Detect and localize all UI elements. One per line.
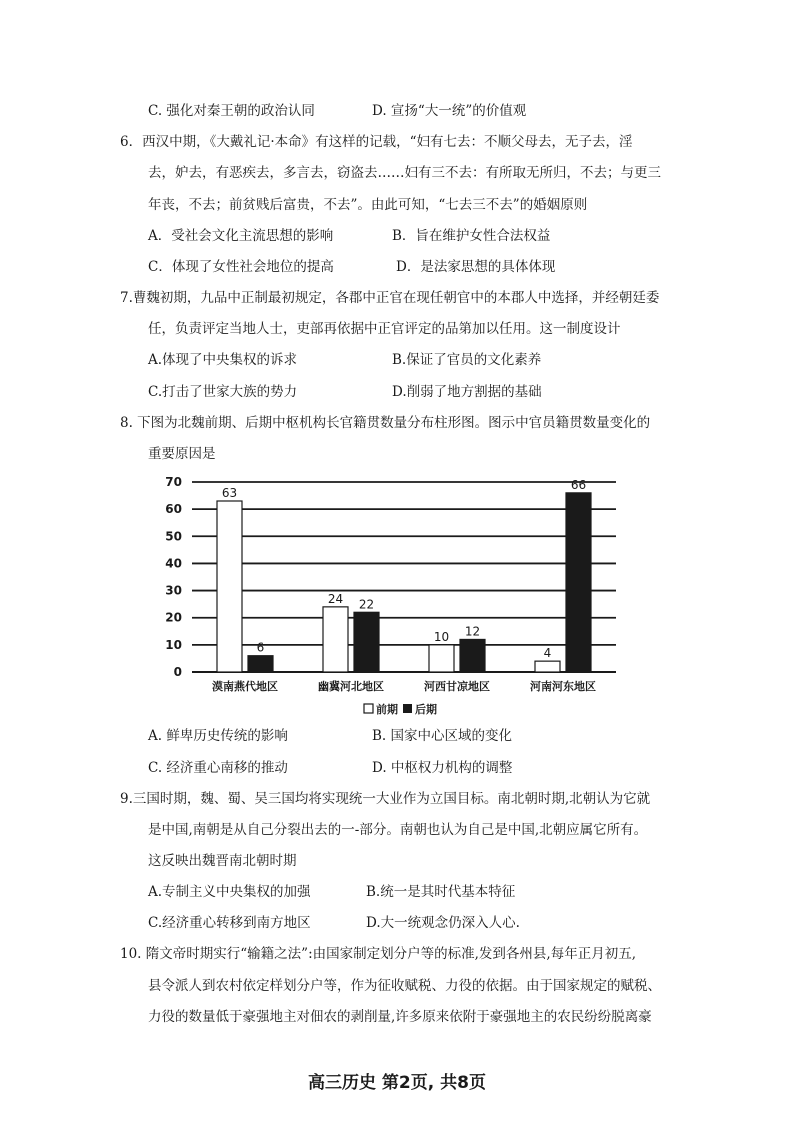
y-tick-label: 60 <box>165 502 182 517</box>
bar-value-label: 24 <box>327 591 344 606</box>
y-tick-label: 50 <box>165 529 182 544</box>
x-tick-label: 幽冀河北地区 <box>318 680 384 693</box>
bar-late <box>248 656 273 672</box>
bar-early <box>429 645 454 672</box>
q5-option-c: C. 强化对秦王朝的政治认同 <box>148 103 315 119</box>
q6-option-d: D．是法家思想的具体体现 <box>396 259 556 275</box>
q8-stem-line-1: 8. 下图为北魏前期、后期中枢机构长官籍贯数量分布柱形图。图示中官员籍贯数量变化的 <box>120 415 651 431</box>
legend-swatch-late <box>403 704 412 713</box>
y-tick-label: 40 <box>165 556 182 571</box>
legend-label-early: 前期 <box>376 703 398 716</box>
x-tick-label: 漠南燕代地区 <box>212 680 278 693</box>
y-tick-label: 70 <box>165 475 182 489</box>
bar-early <box>323 607 348 672</box>
q10-stem-line-3: 力役的数量低于豪强地主对佃农的剥削量,许多原来依附于豪强地主的农民纷纷脱离豪 <box>148 1009 652 1025</box>
y-tick-label: 0 <box>173 665 182 679</box>
q9-option-b: B.统一是其时代基本特征 <box>366 884 516 900</box>
chart-gridlines <box>192 482 616 672</box>
legend-label-late: 后期 <box>415 703 437 716</box>
q8-option-d: D. 中枢权力机构的调整 <box>372 760 513 776</box>
bar-value-label: 4 <box>543 646 552 661</box>
q7-option-c: C.打击了世家大族的势力 <box>148 384 298 400</box>
bar-late <box>460 639 485 672</box>
q6-stem-line-1: 6．西汉中期，《大戴礼记·本命》有这样的记载，“妇有七去：不顺父母去，无子去，淫 <box>120 134 633 150</box>
q8-option-c: C. 经济重心南移的推动 <box>148 760 288 776</box>
bar-value-label: 6 <box>256 640 265 655</box>
q10-stem-line-2: 县令派人到农村依定样划分户等，作为征收赋税、力役的依据。由于国家规定的赋税、 <box>148 978 661 994</box>
y-tick-label: 30 <box>165 583 182 598</box>
bar-value-label: 66 <box>570 477 587 492</box>
q8-option-b: B. 国家中心区域的变化 <box>372 728 513 744</box>
bar-value-label: 22 <box>358 597 375 612</box>
q9-stem-line-2: 是中国,南朝是从自己分裂出去的一-部分。南朝也认为自己是中国,北朝应属它所有。 <box>148 822 648 838</box>
q6-stem-line-3: 年丧，不去；前贫贱后富贵，不去”。由此可知，“七去三不去”的婚姻原则 <box>148 197 588 213</box>
q6-option-a: A．受社会文化主流思想的影响 <box>148 228 334 244</box>
bar-value-label: 12 <box>464 624 481 639</box>
chart-legend <box>364 702 437 716</box>
q7-option-b: B.保证了官员的文化素养 <box>392 352 542 368</box>
chart-y-ticks <box>165 475 182 679</box>
bar-late <box>354 612 379 672</box>
q9-option-a: A.专制主义中央集权的加强 <box>148 884 311 900</box>
bar-early <box>217 501 242 672</box>
legend-swatch-early <box>364 704 373 713</box>
page-footer: 高三历史 第2页, 共8页 <box>308 1073 486 1093</box>
q8-option-a: A. 鲜卑历史传统的影响 <box>148 728 288 744</box>
q6-option-c: C．体现了女性社会地位的提高 <box>148 259 334 275</box>
q7-stem-line-1: 7.曹魏初期，九品中正制最初规定，各郡中正官在现任朝官中的本郡人中选择，并经朝廷委 <box>120 290 660 306</box>
bar-late <box>566 493 591 672</box>
q7-option-a: A.体现了中央集权的诉求 <box>148 352 298 368</box>
q9-option-d: D.大一统观念仍深入人心. <box>366 915 520 931</box>
q7-stem-line-2: 任，负责评定当地人士，吏部再依据中正官评定的品第加以任用。这一制度设计 <box>148 321 621 337</box>
chart-bars <box>217 478 591 672</box>
q5-option-d: D. 宣扬“大一统”的价值观 <box>372 103 527 119</box>
bar-value-label: 10 <box>433 629 450 644</box>
y-tick-label: 20 <box>165 610 182 625</box>
q9-stem-line-3: 这反映出魏晋南北朝时期 <box>148 853 297 869</box>
q6-stem-line-2: 去，妒去，有恶疾去，多言去，窃盗去……妇有三不去：有所取无所归，不去；与更三 <box>148 165 661 181</box>
chart-x-labels <box>212 679 596 693</box>
q8-stem-line-2: 重要原因是 <box>148 446 216 462</box>
y-tick-label: 10 <box>165 637 182 652</box>
x-tick-label: 河西甘凉地区 <box>424 680 490 693</box>
q7-option-d: D.削弱了地方割据的基础 <box>392 384 542 400</box>
q10-stem-line-1: 10. 隋文帝时期实行“输籍之法”:由国家制定划分户等的标准,发到各州县,每年正月初五, <box>120 946 636 962</box>
bar-chart <box>160 470 630 720</box>
bar-early <box>535 661 560 672</box>
q6-option-b: B．旨在维护女性合法权益 <box>392 228 551 244</box>
x-tick-label: 河南河东地区 <box>530 680 596 693</box>
q9-stem-line-1: 9.三国时期，魏、蜀、吴三国均将实现统一大业作为立国目标。南北朝时期,北朝认为它就 <box>120 791 651 807</box>
q9-option-c: C.经济重心转移到南方地区 <box>148 915 311 931</box>
bar-value-label: 63 <box>221 486 238 500</box>
